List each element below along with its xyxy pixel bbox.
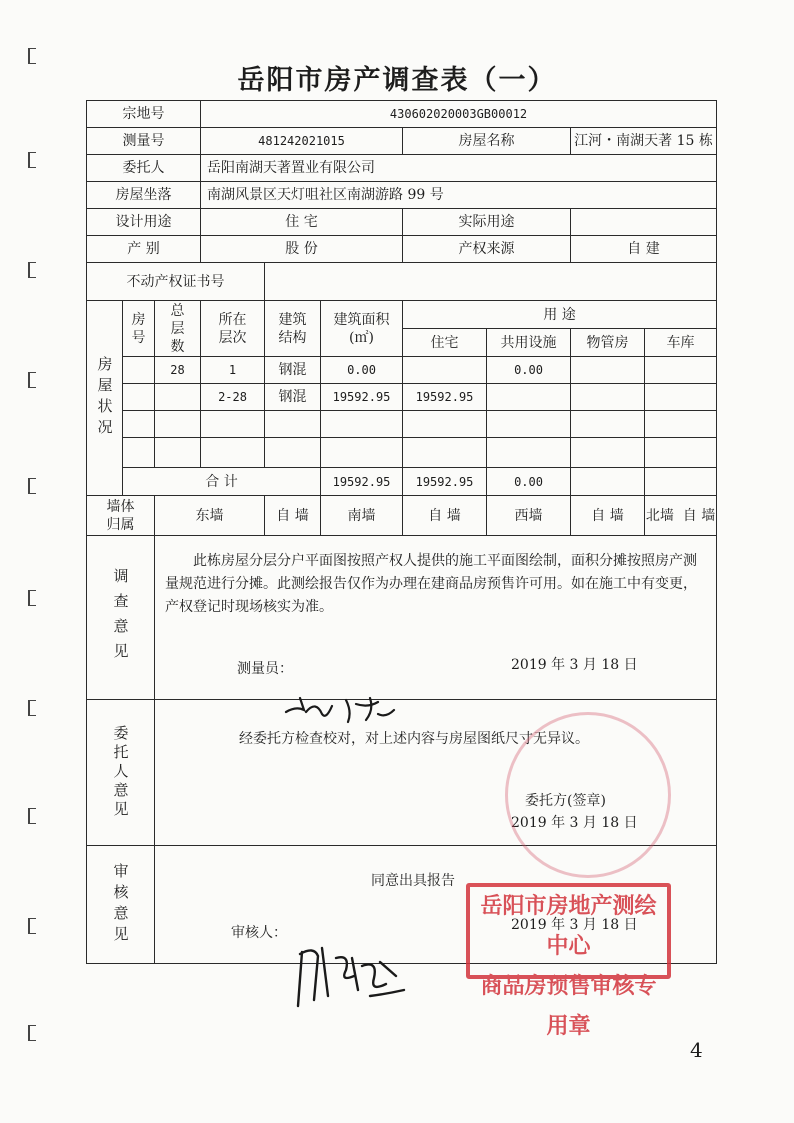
room-no-cell bbox=[123, 411, 155, 438]
common-cell bbox=[487, 384, 571, 411]
survey-date: 2019 年 3 月 18 日 bbox=[511, 657, 638, 673]
room-no-cell bbox=[123, 384, 155, 411]
table-row bbox=[87, 357, 717, 384]
common-cell bbox=[487, 411, 571, 438]
west-wall-value: 自 墙 bbox=[571, 496, 645, 536]
header-structure: 建筑结构 bbox=[265, 301, 321, 357]
garage-cell bbox=[645, 384, 717, 411]
client-signer-label: 委托方(签章) bbox=[525, 793, 606, 809]
north-wall-combined bbox=[645, 496, 717, 536]
client-opinion-text: 经委托方检查校对，对上述内容与房屋图纸尺寸无异议。 bbox=[239, 731, 589, 747]
binding-mark bbox=[28, 808, 36, 824]
header-residential: 住宅 bbox=[403, 329, 487, 357]
south-wall-label: 南墙 bbox=[321, 496, 403, 536]
location-value: 南湖风景区天灯咀社区南湖游路 99 号 bbox=[201, 182, 717, 209]
floor-cell: 1 bbox=[201, 357, 265, 384]
binding-mark bbox=[28, 590, 36, 606]
table-row bbox=[87, 438, 717, 468]
client-opinion-label: 委托人意见 bbox=[87, 700, 155, 846]
north-wall-label: 北墙 bbox=[645, 507, 674, 524]
property-mgmt-cell bbox=[571, 438, 645, 468]
residential-cell bbox=[403, 411, 487, 438]
binding-mark bbox=[28, 152, 36, 168]
source-label: 产权来源 bbox=[403, 236, 571, 263]
west-wall-label: 西墙 bbox=[487, 496, 571, 536]
floor-cell bbox=[201, 411, 265, 438]
total-label: 合 计 bbox=[123, 468, 321, 496]
total-floors-cell bbox=[155, 438, 201, 468]
total-residential: 19592.95 bbox=[403, 468, 487, 496]
walls-label: 墙体归属 bbox=[87, 496, 155, 536]
property-mgmt-cell bbox=[571, 357, 645, 384]
reviewer-signature bbox=[292, 936, 412, 1022]
structure-cell: 钢混 bbox=[265, 384, 321, 411]
area-cell bbox=[321, 411, 403, 438]
property-mgmt-cell bbox=[571, 411, 645, 438]
header-common: 共用设施 bbox=[487, 329, 571, 357]
survey-opinion-cell bbox=[155, 536, 717, 700]
garage-cell bbox=[645, 438, 717, 468]
total-floors-cell: 28 bbox=[155, 357, 201, 384]
binding-mark bbox=[28, 918, 36, 934]
parcel-no: 430602020003GB00012 bbox=[201, 101, 717, 128]
table-row bbox=[87, 384, 717, 411]
total-floors-cell bbox=[155, 384, 201, 411]
structure-cell bbox=[265, 411, 321, 438]
review-opinion-label: 审核意见 bbox=[87, 846, 155, 964]
area-cell bbox=[321, 438, 403, 468]
parcel-no-label: 宗地号 bbox=[87, 101, 201, 128]
floor-cell: 2-28 bbox=[201, 384, 265, 411]
survey-no: 481242021015 bbox=[201, 128, 403, 155]
reviewer-label: 审核人： bbox=[231, 925, 287, 941]
client-seal-circle bbox=[505, 712, 671, 878]
east-wall-label: 东墙 bbox=[155, 496, 265, 536]
residential-cell: 19592.95 bbox=[403, 384, 487, 411]
total-common: 0.00 bbox=[487, 468, 571, 496]
structure-cell: 钢混 bbox=[265, 357, 321, 384]
client-name: 岳阳南湖天著置业有限公司 bbox=[201, 155, 717, 182]
property-source: 自 建 bbox=[571, 236, 717, 263]
binding-mark bbox=[28, 700, 36, 716]
south-wall-value: 自 墙 bbox=[403, 496, 487, 536]
common-cell: 0.00 bbox=[487, 357, 571, 384]
total-garage bbox=[645, 468, 717, 496]
binding-mark bbox=[28, 478, 36, 494]
actual-use-label: 实际用途 bbox=[403, 209, 571, 236]
header-area: 建筑面积(㎡) bbox=[321, 301, 403, 357]
stamp-line-2: 商品房预售审核专用章 bbox=[480, 974, 657, 1039]
design-use: 住 宅 bbox=[201, 209, 403, 236]
surveyor-signature bbox=[282, 688, 402, 728]
residential-cell bbox=[403, 438, 487, 468]
area-cell: 0.00 bbox=[321, 357, 403, 384]
design-use-label: 设计用途 bbox=[87, 209, 201, 236]
page-title: 岳阳市房产调查表（一） bbox=[237, 65, 557, 96]
client-date: 2019 年 3 月 18 日 bbox=[511, 815, 638, 831]
garage-cell bbox=[645, 411, 717, 438]
structure-cell bbox=[265, 438, 321, 468]
property-mgmt-cell bbox=[571, 384, 645, 411]
total-floors-cell bbox=[155, 411, 201, 438]
room-no-cell bbox=[123, 357, 155, 384]
survey-opinion-text: 此栋房屋分层分户平面图按照产权人提供的施工平面图绘制，面积分摊按照房产测量规范进行分摊。此测绘报告仅作为办理在建商品房预售许可用。如在施工中有变更，产权登记时现场核实为准。 bbox=[165, 553, 697, 615]
property-type-label: 产 别 bbox=[87, 236, 201, 263]
north-wall-value: 自 墙 bbox=[682, 507, 716, 524]
floor-cell bbox=[201, 438, 265, 468]
property-type: 股 份 bbox=[201, 236, 403, 263]
cert-label: 不动产权证书号 bbox=[87, 263, 265, 301]
header-garage: 车库 bbox=[645, 329, 717, 357]
stamp-line-1: 岳阳市房地产测绘中心 bbox=[480, 894, 657, 959]
header-property-mgmt: 物管房 bbox=[571, 329, 645, 357]
binding-mark bbox=[28, 372, 36, 388]
table-row bbox=[87, 411, 717, 438]
binding-mark bbox=[28, 1025, 36, 1041]
header-room-no: 房号 bbox=[123, 301, 155, 357]
header-total-floors: 总层数 bbox=[155, 301, 201, 357]
surveyor-label: 测量员： bbox=[237, 661, 293, 677]
approval-stamp bbox=[466, 883, 671, 1039]
header-use-group: 用 途 bbox=[403, 301, 717, 329]
room-no-cell bbox=[123, 438, 155, 468]
garage-cell bbox=[645, 357, 717, 384]
total-property-mgmt bbox=[571, 468, 645, 496]
review-date: 2019 年 3 月 18 日 bbox=[511, 917, 638, 933]
common-cell bbox=[487, 438, 571, 468]
survey-opinion-label: 调查意见 bbox=[87, 536, 155, 700]
east-wall-value: 自 墙 bbox=[265, 496, 321, 536]
review-text: 同意出具报告 bbox=[371, 873, 455, 889]
survey-no-label: 测量号 bbox=[87, 128, 201, 155]
cert-value bbox=[265, 263, 717, 301]
actual-use bbox=[571, 209, 717, 236]
house-status-label: 房屋状况 bbox=[87, 301, 123, 496]
residential-cell bbox=[403, 357, 487, 384]
client-label: 委托人 bbox=[87, 155, 201, 182]
area-cell: 19592.95 bbox=[321, 384, 403, 411]
binding-mark bbox=[28, 262, 36, 278]
location-label: 房屋坐落 bbox=[87, 182, 201, 209]
house-name: 江河・南湖天著 15 栋 bbox=[571, 128, 717, 155]
house-name-label: 房屋名称 bbox=[403, 128, 571, 155]
total-area: 19592.95 bbox=[321, 468, 403, 496]
page-number: 4 bbox=[690, 1038, 703, 1062]
header-floor: 所在层次 bbox=[201, 301, 265, 357]
